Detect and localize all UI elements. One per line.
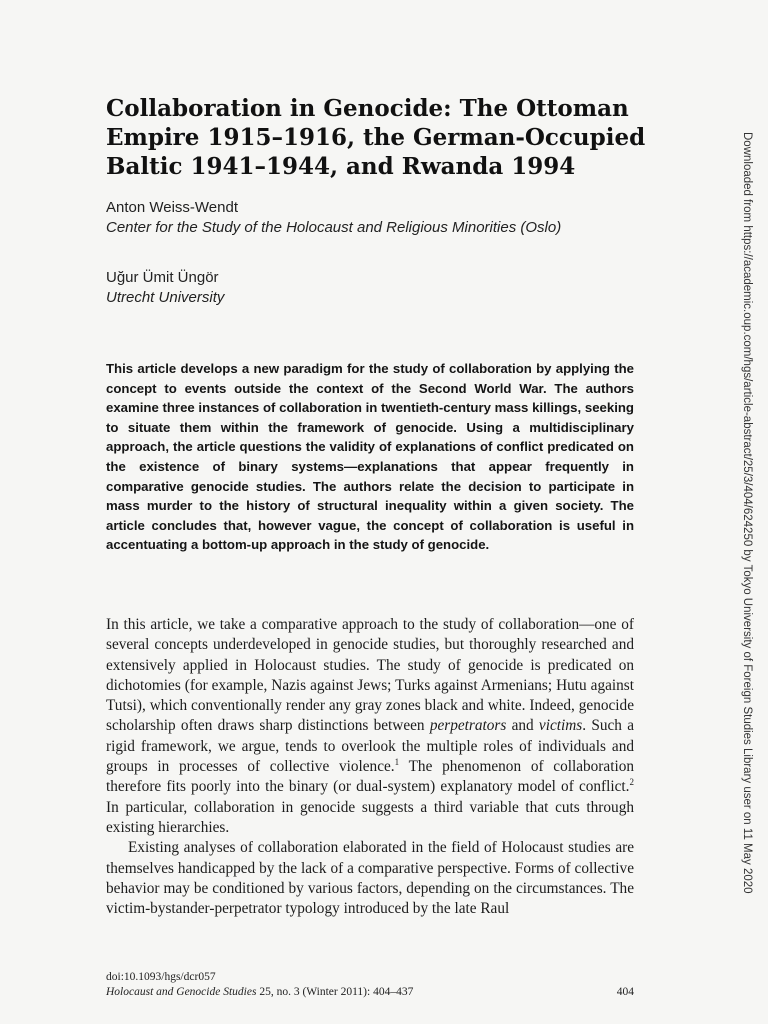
- text-run: and: [506, 717, 539, 735]
- text-run: The phenomenon of collaboration therefore fits poorly into the binary (or dual-system) explanatory model of conflict.: [106, 758, 634, 796]
- abstract: This article develops a new paradigm for the study of collaboration by applying the concept to events outside the context of the Second World War. The authors examine three instances of collaboration in twentieth-century mass killings, seeking to situate them within the framework of genocide. Using a multidisciplinary approach, the article questions the validity of explanations of conflict predicated on the existence of binary systems—explanations that appear frequently in comparative genocide studies. The authors relate the decision to participate in mass murder to the history of structural inequality within a given society. The article concludes that, however vague, the concept of collaboration is useful in accentuating a bottom-up approach in the study of genocide.: [106, 361, 634, 553]
- footnote-ref[interactable]: 1: [394, 756, 400, 767]
- page-footer: [106, 970, 634, 1000]
- italic-term: perpetrators: [429, 717, 507, 735]
- author-affiliation: Center for the Study of the Holocaust and Religious Minorities (Oslo): [106, 219, 562, 236]
- article-title: Collaboration in Genocide: The Ottoman Empire 1915–1916, the German-Occupied Baltic 1941–1944, and Rwanda 1994: [106, 95, 646, 180]
- text-run: In this article, we take a comparative approach to the study of collaboration—one of several concepts underdeveloped in genocide studies, but thoroughly researched and extensively applied in Holocaust studies. The study of genocide is predicated on dichotomies (for example, Nazis against Jews; Turks against Armenians; Hutu against Tutsi), which conventionally render any gray zones black and white. Indeed, genocide scholarship often draws sharp distinctions between: [106, 616, 634, 735]
- download-watermark: Downloaded from https://academic.oup.com/hgs/article-abstract/25/3/404/624250 by Tokyo University of Foreign Studies Library user on 11 May 2020: [741, 132, 753, 894]
- text-run: In particular, collaboration in genocide suggests a third variable that cuts through existing hierarchies.: [106, 798, 634, 836]
- author-name: Uğur Ümit Üngör: [106, 269, 219, 286]
- page-number: 404: [616, 986, 634, 998]
- paragraph-1: [106, 615, 634, 838]
- italic-term: victims: [538, 717, 583, 735]
- author-affiliation: Utrecht University: [106, 289, 225, 306]
- body-text: [106, 615, 634, 919]
- author-name: Anton Weiss-Wendt: [106, 199, 239, 216]
- footnote-ref[interactable]: 2: [629, 777, 634, 788]
- citation-details: 25, no. 3 (Winter 2011): 404–437: [256, 986, 414, 998]
- text-run: . Such a rigid framework, we argue, tends to overlook the multiple roles of individuals and groups in processes of collective violence.: [106, 717, 634, 776]
- citation-line: [106, 985, 634, 1000]
- paragraph-2: Existing analyses of collaboration elaborated in the field of Holocaust studies are themselves handicapped by the lack of a comparative perspective. Forms of collective behavior may be conditioned by various factors, depending on the circumstances. The victim-bystander-perpetrator typology introduced by the late Raul: [106, 839, 634, 918]
- author-block-2: [106, 268, 224, 308]
- doi[interactable]: doi:10.1093/hgs/dcr057: [106, 971, 216, 983]
- journal-name: Holocaust and Genocide Studies: [106, 986, 257, 998]
- author-block-1: [106, 198, 561, 238]
